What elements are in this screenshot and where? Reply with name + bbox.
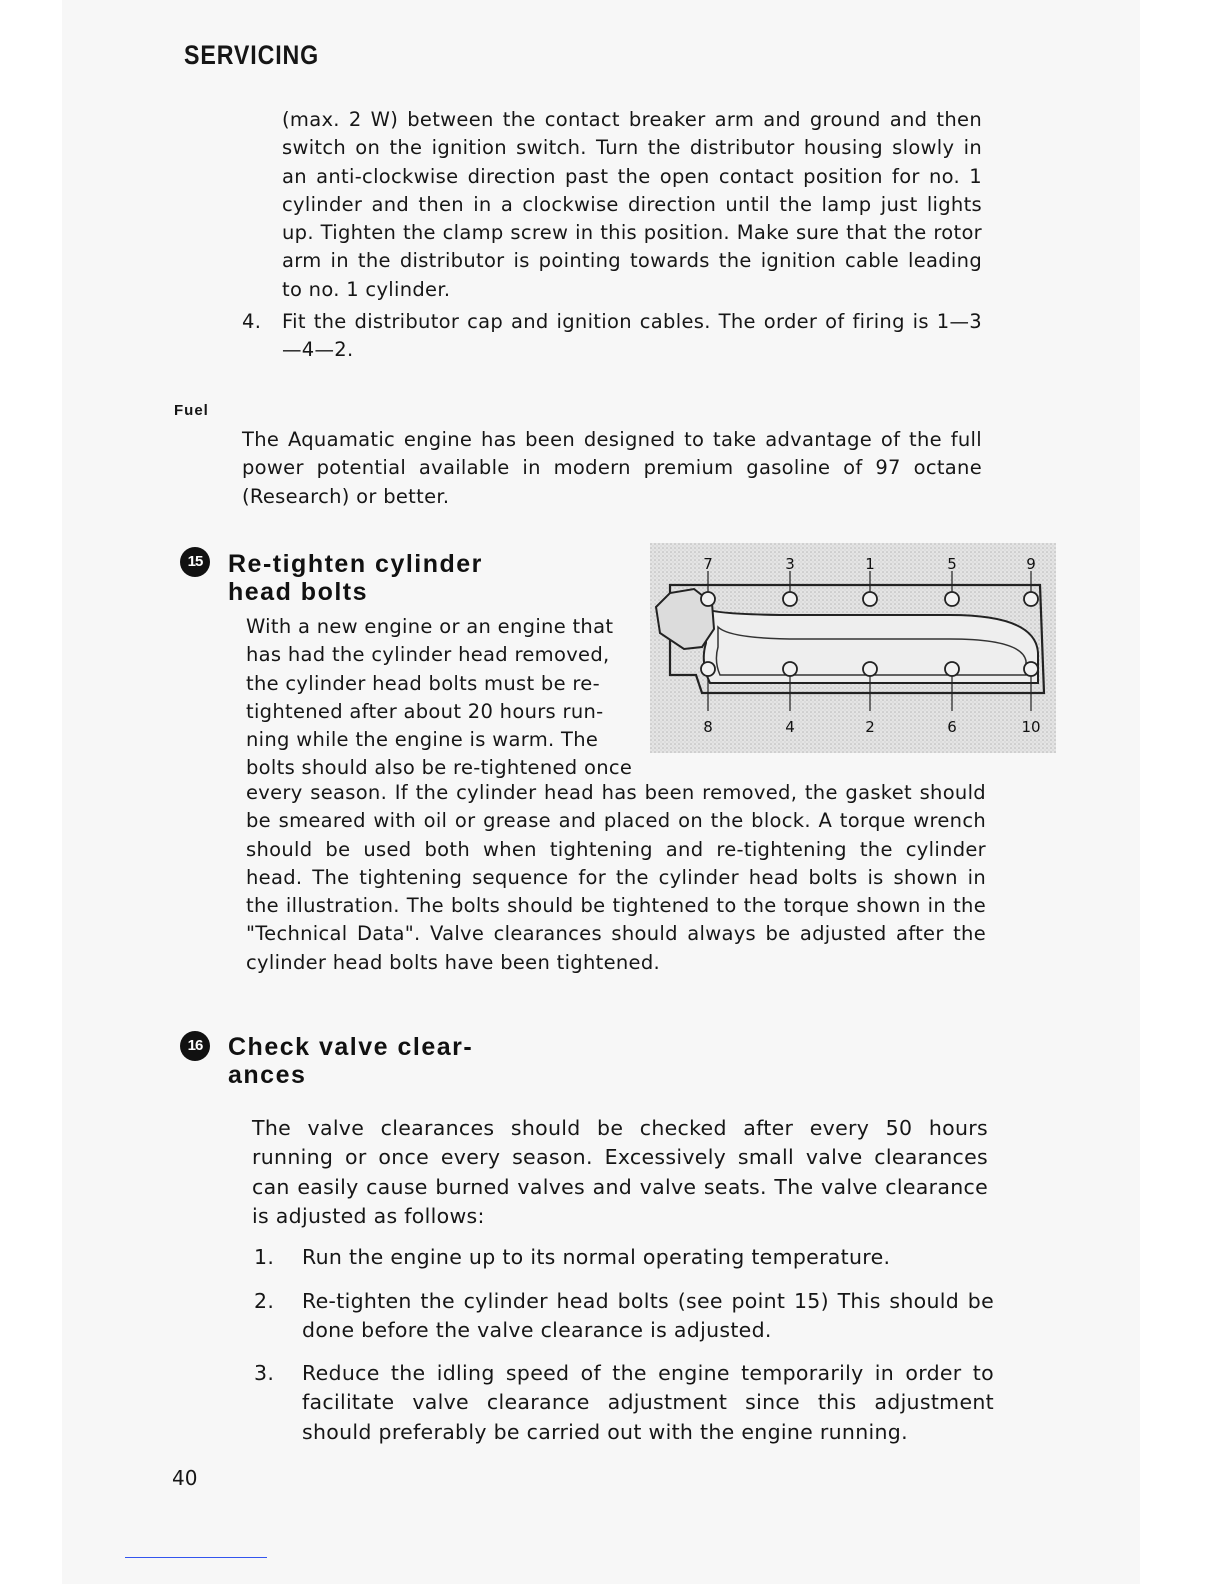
step-text: Run the engine up to its normal operating temperature.: [302, 1245, 891, 1269]
fuel-text: The Aquamatic engine has been designed to take advantage of the full power potential available in modern premium gasoline of 97 octane (Research) or better.: [242, 428, 982, 508]
label-top: 3: [785, 555, 795, 573]
text-line: With a new engine or an engine that: [246, 615, 614, 638]
cylinder-head-diagram: [650, 543, 1056, 753]
label-bottom: 4: [785, 718, 795, 736]
bolt-7: [701, 592, 715, 606]
bolt-6: [945, 662, 959, 676]
ignition-step-4: [242, 308, 982, 368]
title-line: head bolts: [228, 578, 369, 606]
text-line: has had the cylinder head removed,: [246, 643, 610, 667]
step-number: 3.: [254, 1361, 275, 1385]
section-15-intro: [246, 613, 634, 783]
label-top: 1: [865, 555, 875, 573]
bolt-4: [783, 662, 797, 676]
label-top: 7: [703, 555, 713, 573]
ignition-continuation: (max. 2 W) between the contact breaker arm and ground and then switch on the ignition switch. Turn the distributor housing slowly in an anti-clockwise direction past the open contact position for no. 1 cylinder and then in a clockwise direction until the lamp just lights up. Tighten the clamp screw in this position. Make sure that the rotor arm in the distributor is pointing towards the ignition cable leading to no. 1 cylinder.: [282, 108, 982, 301]
title-line: Check valve clear-: [228, 1033, 474, 1061]
bolt-2: [863, 662, 877, 676]
section-16-title: [228, 1033, 473, 1089]
footer-rule: [125, 1557, 267, 1558]
bolt-5: [945, 592, 959, 606]
valve-step-2: [254, 1287, 994, 1347]
section-16-intro: The valve clearances should be checked after every 50 hours running or once every season. Excessively small valve clearances can easily cause burned valves and valve seats. The valve clearance is adjusted as follows:: [252, 1116, 988, 1228]
step-text: Reduce the idling speed of the engine temporarily in order to facilitate valve clearance adjustment since this adjustment should preferably be carried out with the engine running.: [302, 1361, 994, 1444]
section-15-title: [228, 550, 483, 606]
label-bottom: 8: [703, 718, 713, 736]
step-text: Fit the distributor cap and ignition cables. The order of firing is 1—3—4—2.: [282, 310, 982, 362]
label-bottom: 10: [1021, 718, 1041, 736]
step-number: 4.: [242, 310, 262, 333]
text-line: bolts should also be re-tightened once: [246, 756, 633, 780]
bolt-8: [701, 662, 715, 676]
text-line: tightened after about 20 hours run-: [246, 699, 604, 723]
valve-step-3: [254, 1359, 994, 1449]
fuel-heading: Fuel: [174, 402, 209, 419]
label-bottom: 2: [865, 718, 875, 736]
bolt-1: [863, 592, 877, 606]
bolt-10: [1024, 662, 1038, 676]
label-top: 9: [1026, 555, 1036, 573]
page-number: 40: [172, 1466, 198, 1490]
title-line: Re-tighten cylinder: [228, 550, 483, 578]
step-number: 1.: [254, 1245, 275, 1269]
section-16-badge: 16: [180, 1031, 210, 1061]
text-line: ning while the engine is warm. The: [246, 728, 599, 752]
title-line: ances: [228, 1061, 307, 1089]
step-text: Re-tighten the cylinder head bolts (see point 15) This should be done before the valve clearance is adjusted.: [302, 1289, 994, 1343]
label-top: 5: [947, 555, 957, 573]
section-15-badge: 15: [180, 547, 210, 577]
step-number: 2.: [254, 1289, 275, 1313]
page-header: SERVICING: [184, 40, 320, 70]
bolt-9: [1024, 592, 1038, 606]
valve-step-1: [254, 1243, 994, 1273]
bolt-3: [783, 592, 797, 606]
section-15-body: every season. If the cylinder head has been removed, the gasket should be smeared with oil or grease and placed on the block. A torque wrench should be used both when tightening and re-tightening the cylinder head. The tightening sequence for the cylinder head bolts is shown in the illustration. The bolts should be tightened to the torque shown in the "Technical Data". Valve clearances should always be adjusted after the cylinder head bolts have been tightened.: [246, 781, 986, 974]
text-line: the cylinder head bolts must be re-: [246, 671, 600, 695]
label-bottom: 6: [947, 718, 957, 736]
